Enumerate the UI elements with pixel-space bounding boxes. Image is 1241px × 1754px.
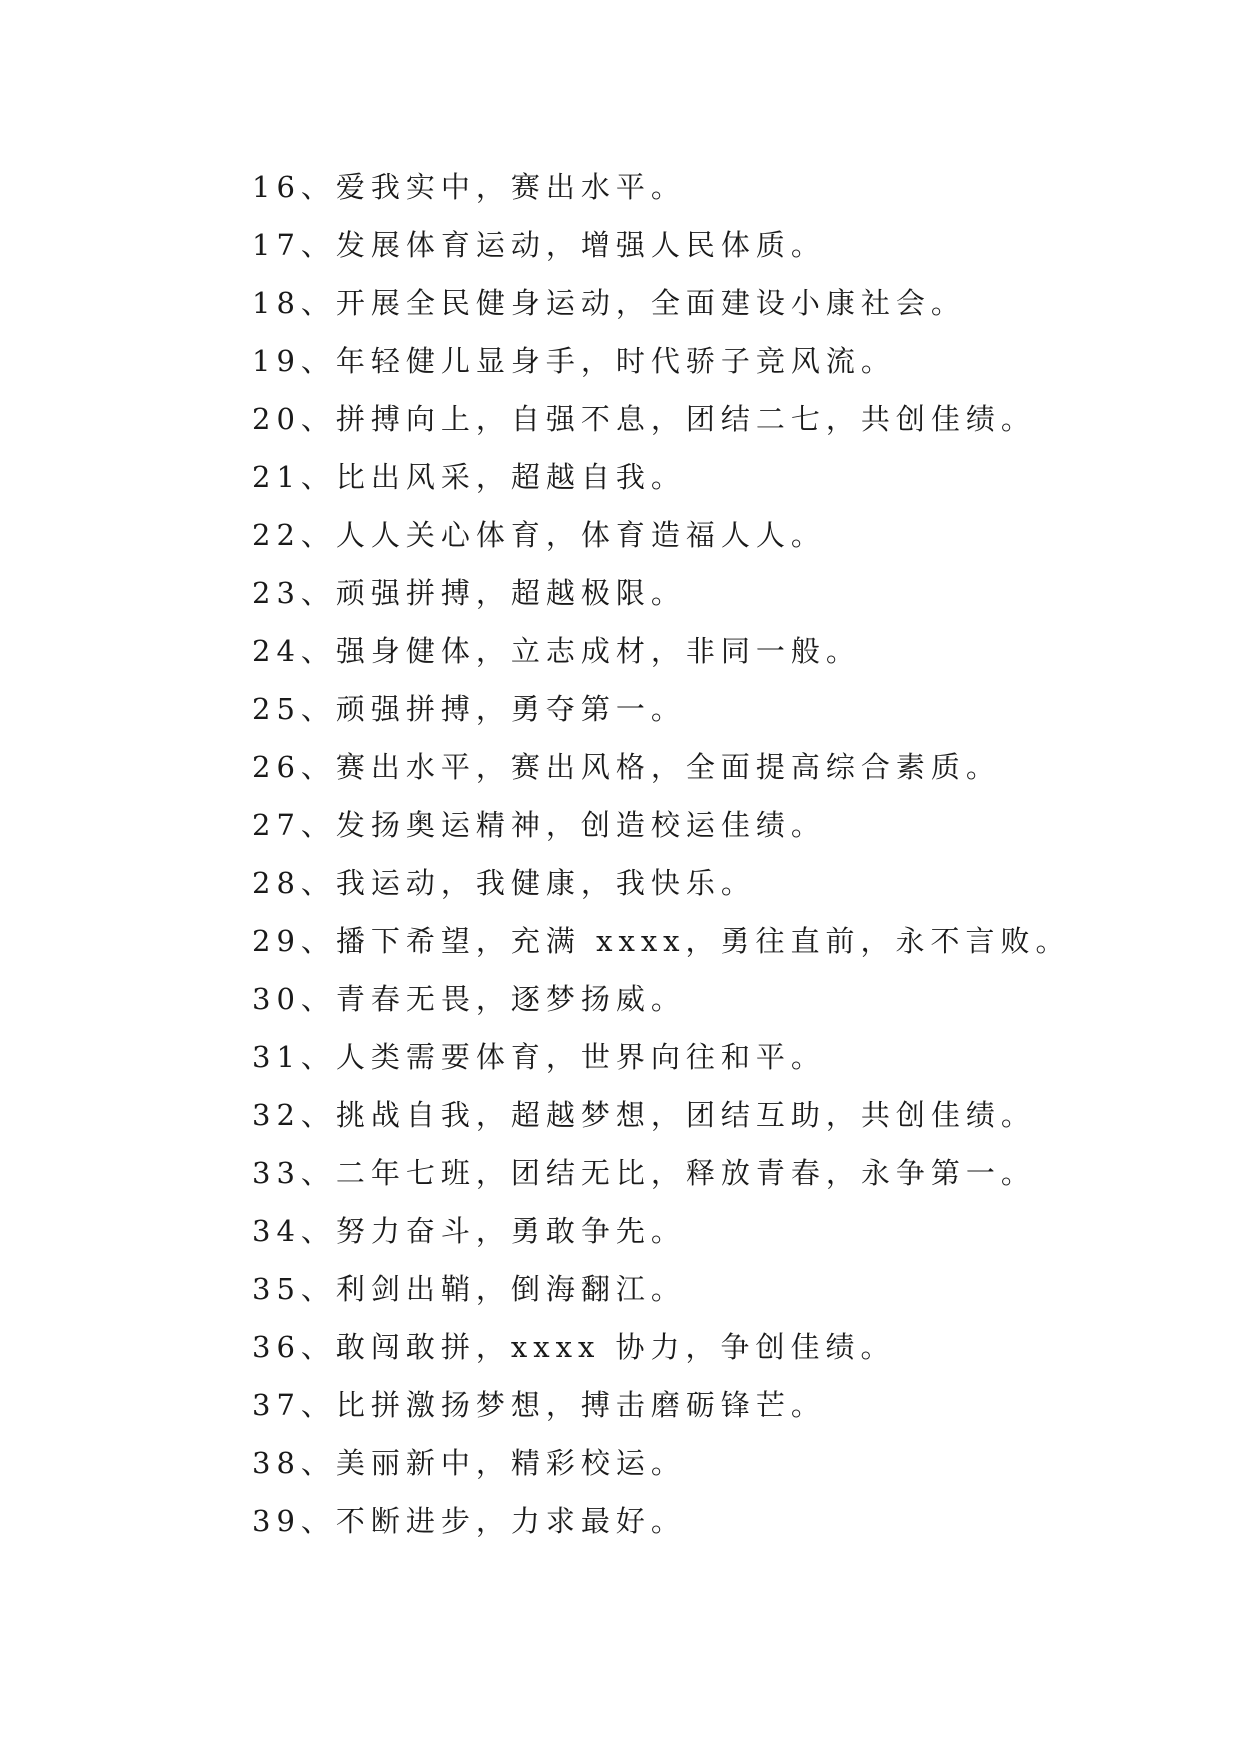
list-item: 39、不断进步，力求最好。 [252, 1504, 686, 1538]
list-item: 22、人人关心体育，体育造福人人。 [252, 518, 826, 552]
list-item: 17、发展体育运动，增强人民体质。 [252, 228, 826, 262]
list-item: 30、青春无畏，逐梦扬威。 [252, 982, 686, 1016]
list-item: 25、顽强拼搏，勇夺第一。 [252, 692, 686, 726]
list-item: 24、强身健体，立志成材，非同一般。 [252, 634, 861, 668]
list-item: 34、努力奋斗，勇敢争先。 [252, 1214, 686, 1248]
list-item: 37、比拼激扬梦想，搏击磨砺锋芒。 [252, 1388, 826, 1422]
list-item: 27、发扬奥运精神，创造校运佳绩。 [252, 808, 826, 842]
list-item: 18、开展全民健身运动，全面建设小康社会。 [252, 286, 966, 320]
list-item: 21、比出风采，超越自我。 [252, 460, 686, 494]
list-item: 36、敢闯敢拼，xxxx 协力，争创佳绩。 [252, 1330, 896, 1364]
list-item: 35、利剑出鞘，倒海翻江。 [252, 1272, 686, 1306]
list-item: 38、美丽新中，精彩校运。 [252, 1446, 686, 1480]
slogan-list [252, 158, 1072, 1550]
list-item: 32、挑战自我，超越梦想，团结互助，共创佳绩。 [252, 1098, 1036, 1132]
list-item: 31、人类需要体育，世界向往和平。 [252, 1040, 826, 1074]
list-item: 16、爱我实中，赛出水平。 [252, 170, 686, 204]
list-item: 19、年轻健儿显身手，时代骄子竞风流。 [252, 344, 896, 378]
list-item: 23、顽强拼搏，超越极限。 [252, 576, 686, 610]
list-item: 26、赛出水平，赛出风格，全面提高综合素质。 [252, 750, 1001, 784]
list-item: 28、我运动，我健康，我快乐。 [252, 866, 756, 900]
list-item: 20、拼搏向上，自强不息，团结二七，共创佳绩。 [252, 402, 1036, 436]
list-item: 33、二年七班，团结无比，释放青春，永争第一。 [252, 1156, 1036, 1190]
list-item: 29、播下希望，充满 xxxx，勇往直前，永不言败。 [252, 924, 1071, 958]
